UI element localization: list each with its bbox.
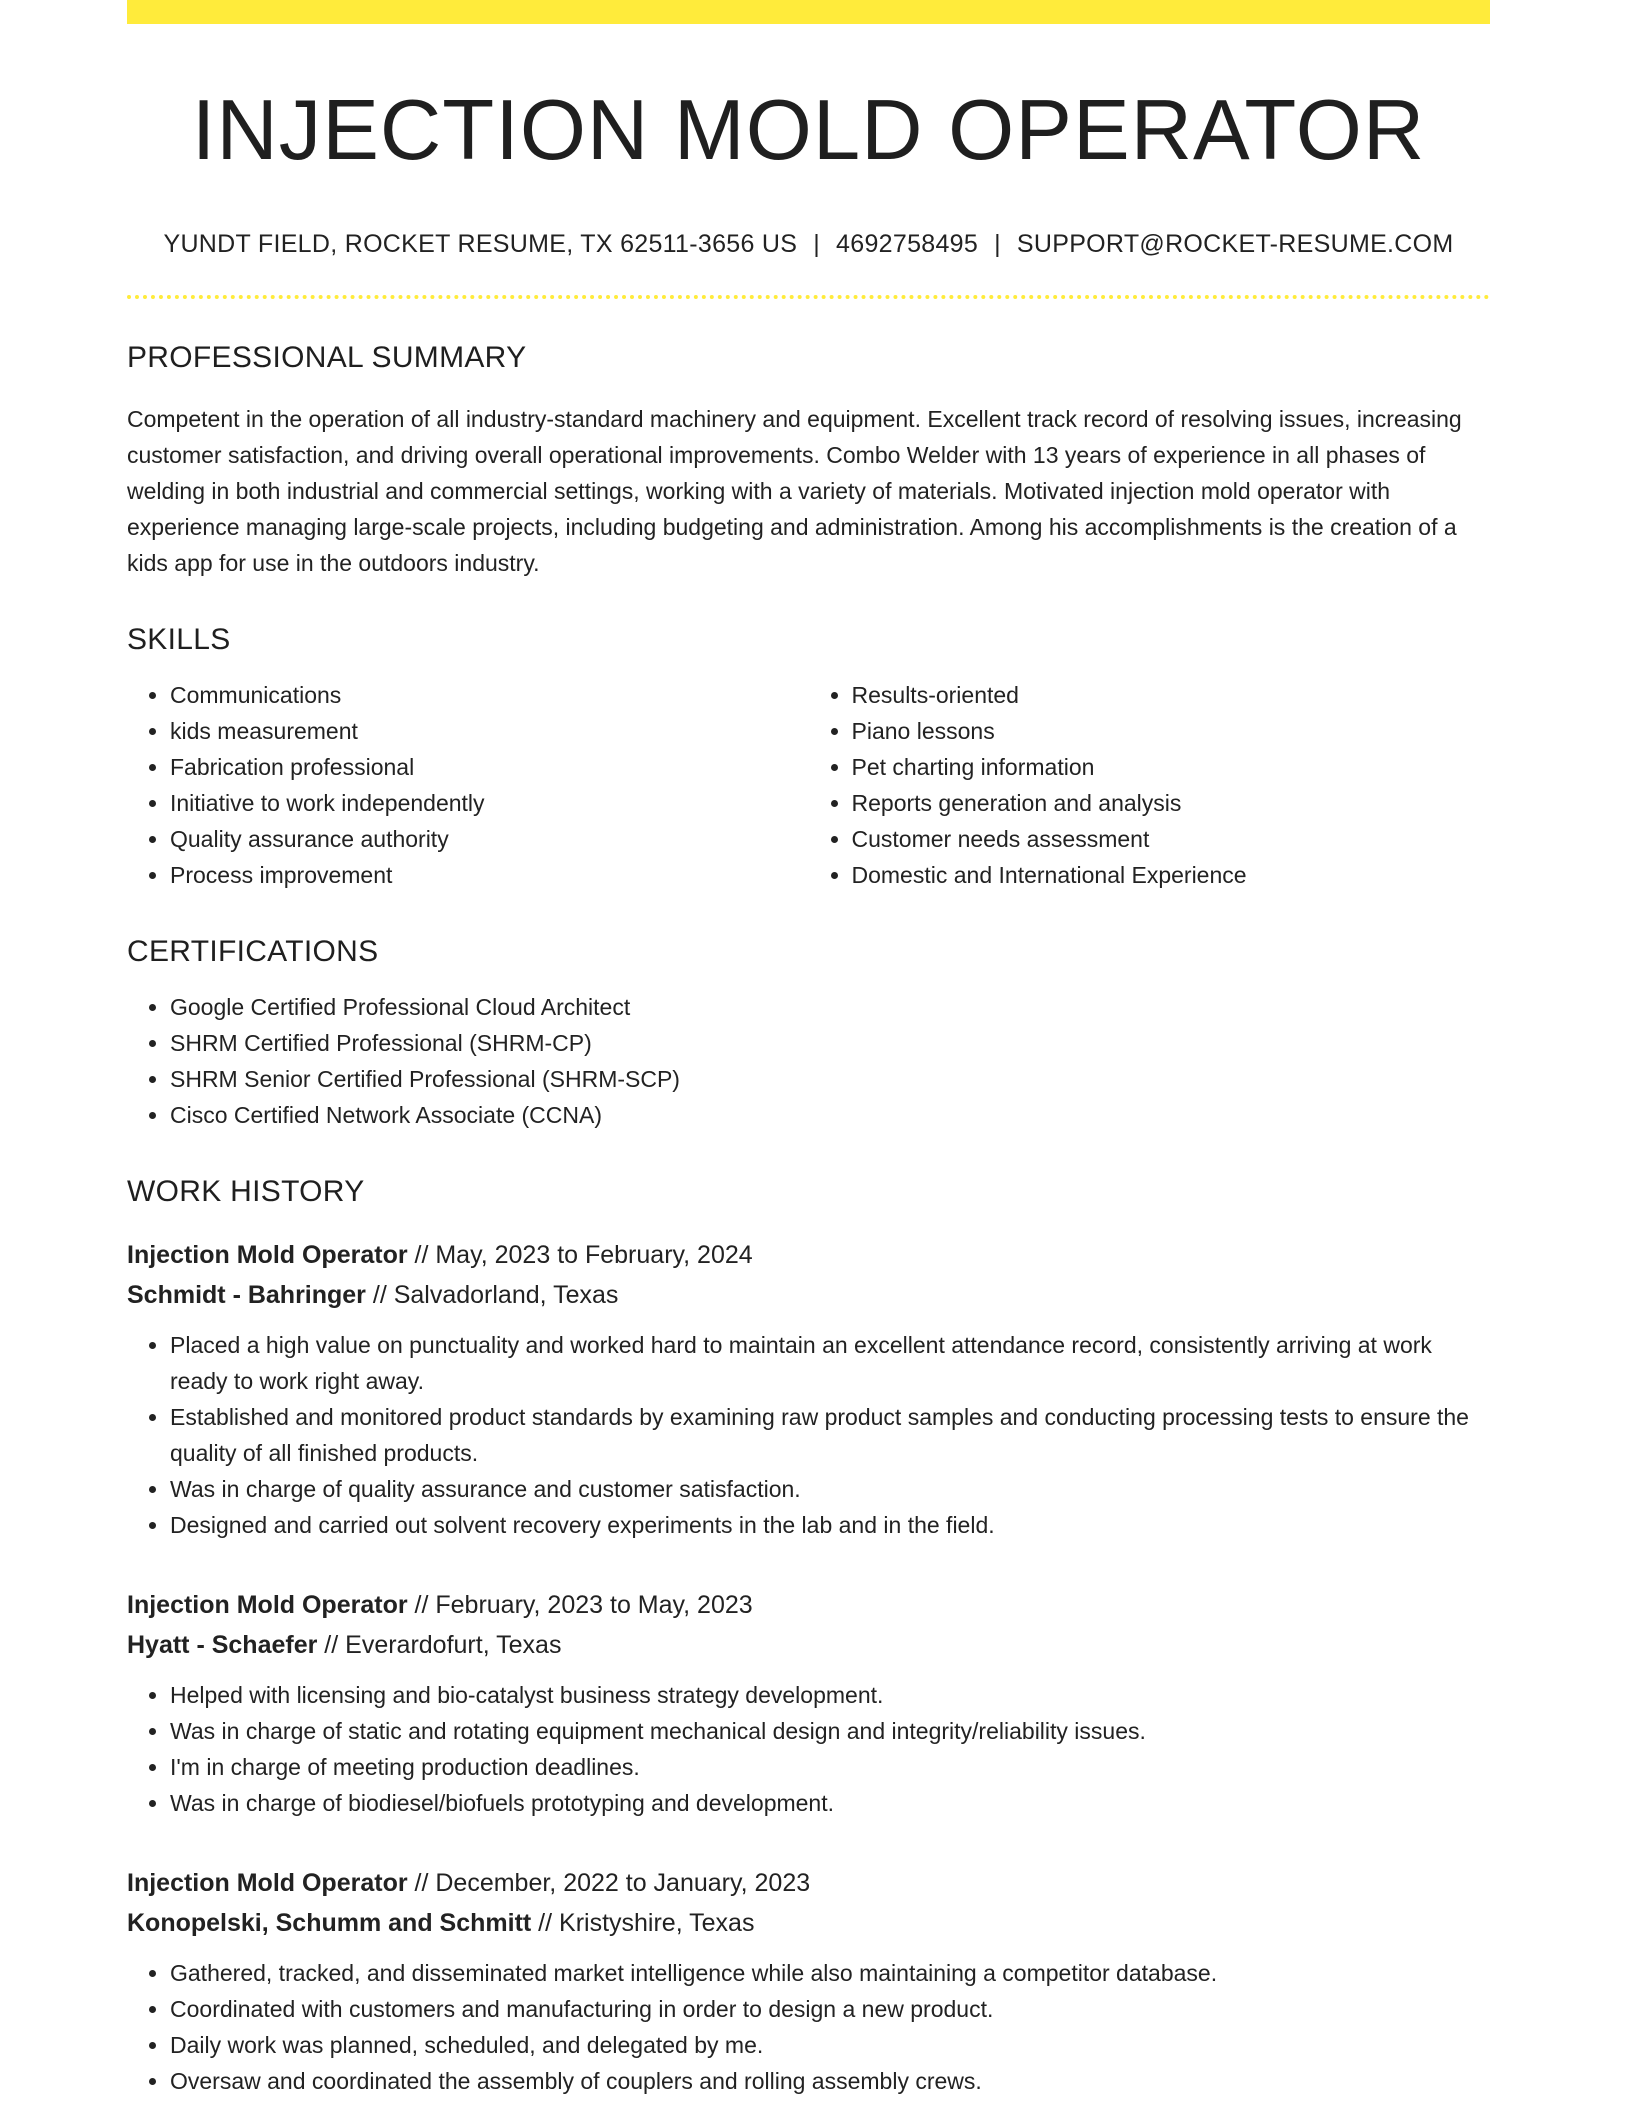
job-company-line — [127, 1275, 1490, 1315]
job-title-line — [127, 1235, 1490, 1275]
skill-item: • Results-oriented — [852, 677, 1491, 713]
job-bullet: • Established and monitored product standards by examining raw product samples and conducting processing tests to ensure the quality of all finished products. — [170, 1399, 1490, 1471]
job-bullet: • Coordinated with customers and manufacturing in order to design a new product. — [170, 1991, 1490, 2027]
contact-email: SUPPORT@ROCKET-RESUME.COM — [1016, 229, 1454, 258]
job-entry — [127, 1235, 1490, 1543]
summary-heading: PROFESSIONAL SUMMARY — [127, 340, 527, 374]
job-title: Injection Mold Operator — [127, 1868, 408, 1897]
skill-item: • Communications — [170, 677, 809, 713]
skill-item: • Initiative to work independently — [170, 785, 809, 821]
certification-item: • SHRM Senior Certified Professional (SHRM-SCP) — [170, 1061, 1490, 1097]
job-entry — [127, 1585, 1490, 1821]
skill-item: • Piano lessons — [852, 713, 1491, 749]
contact-address: YUNDT FIELD, ROCKET RESUME, TX 62511-3656 US — [163, 229, 798, 258]
resume-page — [127, 0, 1490, 2099]
job-dates: // December, 2022 to January, 2023 — [407, 1868, 811, 1897]
skills-list-right — [809, 677, 1491, 893]
job-location: // Salvadorland, Texas — [365, 1280, 619, 1309]
job-bullet: • Designed and carried out solvent recovery experiments in the lab and in the field. — [170, 1507, 1490, 1543]
contact-separator: | — [994, 229, 1001, 258]
job-bullets — [127, 1955, 1490, 2099]
skill-item: • kids measurement — [170, 713, 809, 749]
skills-columns — [127, 677, 1490, 893]
job-bullet: • Gathered, tracked, and disseminated market intelligence while also maintaining a competitor database. — [170, 1955, 1490, 1991]
job-company-line — [127, 1625, 1490, 1665]
job-bullet: • Oversaw and coordinated the assembly of couplers and rolling assembly crews. — [170, 2063, 1490, 2099]
job-location: // Everardofurt, Texas — [317, 1630, 562, 1659]
certifications-section — [127, 935, 1490, 1133]
skills-section — [127, 623, 1490, 893]
summary-section — [127, 341, 1490, 581]
job-company: Hyatt - Schaefer — [127, 1630, 318, 1659]
skill-item: • Pet charting information — [852, 749, 1491, 785]
job-bullet: • I'm in charge of meeting production deadlines. — [170, 1749, 1490, 1785]
job-bullet: • Placed a high value on punctuality and worked hard to maintain an excellent attendance record, consistently arriving at work ready to work right away. — [170, 1327, 1490, 1399]
top-accent-bar — [127, 0, 1490, 24]
job-bullet: • Was in charge of static and rotating equipment mechanical design and integrity/reliability issues. — [170, 1713, 1490, 1749]
skills-list-left — [127, 677, 809, 893]
job-dates: // May, 2023 to February, 2024 — [407, 1240, 753, 1269]
job-bullet: • Was in charge of biodiesel/biofuels prototyping and development. — [170, 1785, 1490, 1821]
certification-item: • Cisco Certified Network Associate (CCNA) — [170, 1097, 1490, 1133]
job-company: Konopelski, Schumm and Schmitt — [127, 1908, 532, 1937]
work-history-section — [127, 1175, 1490, 2099]
certifications-list — [127, 989, 1490, 1133]
skill-item: • Customer needs assessment — [852, 821, 1491, 857]
job-bullets — [127, 1327, 1490, 1543]
certification-item: • SHRM Certified Professional (SHRM-CP) — [170, 1025, 1490, 1061]
contact-line — [127, 230, 1490, 259]
dotted-divider — [127, 295, 1490, 299]
job-bullet: • Helped with licensing and bio-catalyst business strategy development. — [170, 1677, 1490, 1713]
job-bullet: • Was in charge of quality assurance and customer satisfaction. — [170, 1471, 1490, 1507]
summary-text: Competent in the operation of all industry-standard machinery and equipment. Excellent track record of resolving issues, increasing customer satisfaction, and driving overall operational improvements. Combo Welder with 13 years of experience in all phases of welding in both industrial and commercial settings, working with a variety of materials. Motivated injection mold operator with experience managing large-scale projects, including budgeting and administration. Among his accomplishments is the creation of a kids app for use in the outdoors industry. — [127, 405, 1462, 576]
job-dates: // February, 2023 to May, 2023 — [407, 1590, 753, 1619]
job-company: Schmidt - Bahringer — [127, 1280, 366, 1309]
job-title-line — [127, 1863, 1490, 1903]
certifications-heading: CERTIFICATIONS — [127, 934, 379, 968]
skill-item: • Domestic and International Experience — [852, 857, 1491, 893]
skill-item: • Reports generation and analysis — [852, 785, 1491, 821]
skill-item: • Process improvement — [170, 857, 809, 893]
contact-separator: | — [813, 229, 821, 258]
skill-item: • Fabrication professional — [170, 749, 809, 785]
job-company-line — [127, 1903, 1490, 1943]
job-title: Injection Mold Operator — [127, 1240, 408, 1269]
skill-item: • Quality assurance authority — [170, 821, 809, 857]
job-entry — [127, 1863, 1490, 2099]
certification-item: • Google Certified Professional Cloud Architect — [170, 989, 1490, 1025]
candidate-name: INJECTION MOLD OPERATOR — [191, 83, 1426, 178]
job-bullets — [127, 1677, 1490, 1821]
work-history-heading: WORK HISTORY — [127, 1174, 365, 1208]
job-title-line — [127, 1585, 1490, 1625]
job-location: // Kristyshire, Texas — [531, 1908, 755, 1937]
contact-phone: 4692758495 — [836, 229, 979, 258]
skills-heading: SKILLS — [127, 622, 231, 656]
job-bullet: • Daily work was planned, scheduled, and delegated by me. — [170, 2027, 1490, 2063]
job-title: Injection Mold Operator — [127, 1590, 408, 1619]
